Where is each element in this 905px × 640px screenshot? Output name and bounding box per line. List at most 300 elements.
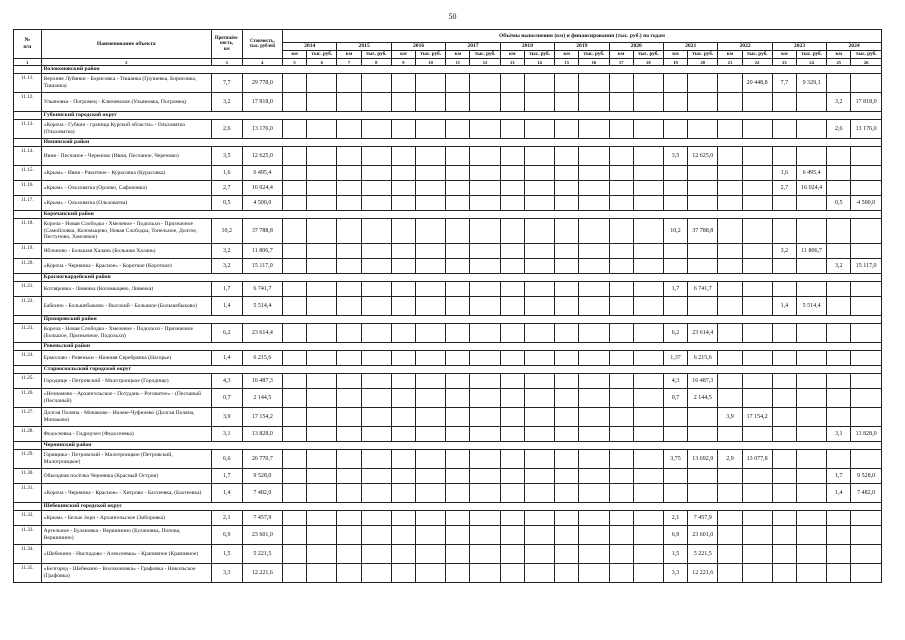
length-cell: 6,6	[211, 450, 242, 469]
rub-cell-2019	[579, 526, 609, 545]
km-cell-2018	[500, 147, 524, 166]
rub-cell-2021	[688, 484, 718, 503]
header-cost: Стоимость, тыс. рублей	[242, 30, 282, 59]
rub-cell-2015	[361, 259, 391, 274]
cost-cell: 37 788,8	[242, 219, 282, 244]
km-cell-2024	[827, 351, 851, 366]
table-row	[14, 564, 882, 583]
rub-cell-2020	[633, 545, 663, 564]
rub-cell-2022	[742, 196, 772, 211]
km-cell-2024	[827, 74, 851, 93]
row-number: 11.30.	[14, 469, 42, 484]
column-number: 23	[772, 59, 796, 66]
rub-cell-2024: 13 828,0	[851, 427, 882, 442]
rub-cell-2015	[361, 564, 391, 583]
column-number: 10	[415, 59, 445, 66]
km-cell-2023	[772, 219, 796, 244]
km-cell-2021: 10,2	[663, 219, 687, 244]
unit-rub-2015: тыс. руб.	[361, 51, 391, 59]
table-row	[14, 297, 882, 316]
rub-cell-2022	[742, 120, 772, 139]
length-cell: 3,9	[211, 408, 242, 427]
unit-rub-2022: тыс. руб.	[742, 51, 772, 59]
km-cell-2024	[827, 450, 851, 469]
unit-rub-2017: тыс. руб.	[470, 51, 500, 59]
rub-cell-2024	[851, 511, 882, 526]
unit-km-2023: км	[772, 51, 796, 59]
km-cell-2024: 2,6	[827, 120, 851, 139]
unit-km-2022: км	[718, 51, 742, 59]
rub-cell-2020	[633, 120, 663, 139]
row-number: 11.34.	[14, 545, 42, 564]
km-cell-2023	[772, 450, 796, 469]
row-number: 11.18.	[14, 219, 42, 244]
district-name: Прохоровский район	[41, 316, 881, 324]
km-cell-2018	[500, 564, 524, 583]
rub-cell-2015	[361, 427, 391, 442]
object-name: Короча - Новая Слободка - Хмелевое - Подольхи - Призначное (Большое, Призначное, Подольхи)	[41, 324, 211, 343]
km-cell-2020	[609, 166, 633, 181]
rub-cell-2014	[307, 564, 337, 583]
rub-cell-2016	[415, 244, 445, 259]
rub-cell-2015	[361, 282, 391, 297]
km-cell-2024	[827, 282, 851, 297]
rub-cell-2016	[415, 259, 445, 274]
rub-cell-2014	[307, 181, 337, 196]
rub-cell-2018	[524, 120, 554, 139]
district-row	[14, 343, 882, 351]
district-row	[14, 503, 882, 511]
rub-cell-2020	[633, 166, 663, 181]
km-cell-2019	[555, 166, 579, 181]
rub-cell-2020	[633, 147, 663, 166]
km-cell-2015	[337, 511, 361, 526]
table-row	[14, 120, 882, 139]
unit-km-2019: км	[555, 51, 579, 59]
rub-cell-2023	[796, 389, 826, 408]
km-cell-2024: 0,5	[827, 196, 851, 211]
km-cell-2024	[827, 526, 851, 545]
length-cell: 1,6	[211, 166, 242, 181]
column-number: 26	[851, 59, 882, 66]
rub-cell-2022: 20 448,8	[742, 74, 772, 93]
rub-cell-2017	[470, 469, 500, 484]
rub-cell-2022	[742, 166, 772, 181]
km-cell-2015	[337, 181, 361, 196]
rub-cell-2014	[307, 74, 337, 93]
cost-cell: 6 215,6	[242, 351, 282, 366]
rub-cell-2024	[851, 74, 882, 93]
object-name: Ульяновка - Погромец - Ключевское (Ульяновка, Погромец)	[41, 93, 211, 112]
rub-cell-2017	[470, 259, 500, 274]
rub-cell-2019	[579, 181, 609, 196]
rub-cell-2019	[579, 545, 609, 564]
column-number: 7	[337, 59, 361, 66]
length-cell: 3,1	[211, 427, 242, 442]
km-cell-2020	[609, 484, 633, 503]
km-cell-2016	[391, 427, 415, 442]
district-row	[14, 139, 882, 147]
km-cell-2021	[663, 93, 687, 112]
rub-cell-2022	[742, 324, 772, 343]
km-cell-2019	[555, 427, 579, 442]
rub-cell-2015	[361, 545, 391, 564]
year-header-2014: 2014	[283, 43, 337, 51]
rub-cell-2020	[633, 74, 663, 93]
km-cell-2024	[827, 511, 851, 526]
rub-cell-2019	[579, 450, 609, 469]
rub-cell-2022: 17 154,2	[742, 408, 772, 427]
km-cell-2023	[772, 147, 796, 166]
km-cell-2023: 1,6	[772, 166, 796, 181]
district-row	[14, 274, 882, 282]
row-number: 11.22.	[14, 297, 42, 316]
km-cell-2021	[663, 469, 687, 484]
rub-cell-2019	[579, 93, 609, 112]
rub-cell-2020	[633, 244, 663, 259]
column-number: 22	[742, 59, 772, 66]
unit-rub-2023: тыс. руб.	[796, 51, 826, 59]
header-length: Протяжён- ность, км	[211, 30, 242, 59]
km-cell-2022	[718, 282, 742, 297]
rub-cell-2021: 23 601,0	[688, 526, 718, 545]
km-cell-2023: 3,2	[772, 244, 796, 259]
rub-cell-2017	[470, 196, 500, 211]
unit-rub-2019: тыс. руб.	[579, 51, 609, 59]
rub-cell-2021: 2 144,5	[688, 389, 718, 408]
rub-cell-2022	[742, 282, 772, 297]
rub-cell-2014	[307, 166, 337, 181]
rub-cell-2018	[524, 244, 554, 259]
rub-cell-2020	[633, 484, 663, 503]
km-cell-2022	[718, 259, 742, 274]
rub-cell-2018	[524, 545, 554, 564]
km-cell-2019	[555, 511, 579, 526]
object-name: Долгая Поляна - Монаково - Нижне-Чуфичево (Долгая Поляна, Монаково)	[41, 408, 211, 427]
km-cell-2022	[718, 244, 742, 259]
km-cell-2019	[555, 526, 579, 545]
row-number: 11.25.	[14, 374, 42, 389]
table-row	[14, 469, 882, 484]
rub-cell-2014	[307, 408, 337, 427]
km-cell-2016	[391, 374, 415, 389]
rub-cell-2020	[633, 450, 663, 469]
km-cell-2018	[500, 259, 524, 274]
km-cell-2014	[283, 244, 307, 259]
cost-cell: 26 770,7	[242, 450, 282, 469]
rub-cell-2016	[415, 282, 445, 297]
column-number: 2	[41, 59, 211, 66]
rub-cell-2021: 12 625,0	[688, 147, 718, 166]
rub-cell-2020	[633, 282, 663, 297]
km-cell-2022	[718, 374, 742, 389]
rub-cell-2016	[415, 526, 445, 545]
rub-cell-2021	[688, 166, 718, 181]
rub-cell-2017	[470, 282, 500, 297]
km-cell-2020	[609, 374, 633, 389]
km-cell-2015	[337, 120, 361, 139]
km-cell-2015	[337, 351, 361, 366]
object-name: «Незнамово - Архангельское - Потудань - Роговатое» - (Песчаный (Песчаный)	[41, 389, 211, 408]
rub-cell-2017	[470, 408, 500, 427]
km-cell-2018	[500, 351, 524, 366]
rub-cell-2018	[524, 259, 554, 274]
rub-cell-2020	[633, 526, 663, 545]
rub-cell-2019	[579, 166, 609, 181]
rub-cell-2019	[579, 74, 609, 93]
km-cell-2015	[337, 374, 361, 389]
km-cell-2015	[337, 297, 361, 316]
km-cell-2017	[446, 93, 470, 112]
cost-cell: 17 154,2	[242, 408, 282, 427]
km-cell-2022	[718, 511, 742, 526]
km-cell-2021	[663, 484, 687, 503]
rub-cell-2021	[688, 427, 718, 442]
rub-cell-2020	[633, 196, 663, 211]
column-number: 4	[242, 59, 282, 66]
km-cell-2017	[446, 564, 470, 583]
rub-cell-2016	[415, 351, 445, 366]
length-cell: 2,6	[211, 120, 242, 139]
rub-cell-2022	[742, 469, 772, 484]
district-row	[14, 366, 882, 374]
km-cell-2019	[555, 469, 579, 484]
rub-cell-2020	[633, 374, 663, 389]
column-number: 8	[361, 59, 391, 66]
rub-cell-2019	[579, 374, 609, 389]
column-number: 17	[609, 59, 633, 66]
km-cell-2020	[609, 74, 633, 93]
rub-cell-2018	[524, 74, 554, 93]
km-cell-2016	[391, 166, 415, 181]
rub-cell-2020	[633, 564, 663, 583]
km-cell-2014	[283, 120, 307, 139]
km-cell-2022	[718, 74, 742, 93]
rub-cell-2020	[633, 259, 663, 274]
rub-cell-2019	[579, 120, 609, 139]
cost-cell: 9 528,0	[242, 469, 282, 484]
rub-cell-2024	[851, 244, 882, 259]
km-cell-2023	[772, 259, 796, 274]
district-empty-cell	[14, 139, 42, 147]
rub-cell-2023	[796, 545, 826, 564]
km-cell-2024: 1,7	[827, 469, 851, 484]
km-cell-2020	[609, 120, 633, 139]
rub-cell-2018	[524, 351, 554, 366]
length-cell: 2,1	[211, 511, 242, 526]
rub-cell-2017	[470, 545, 500, 564]
rub-cell-2015	[361, 526, 391, 545]
cost-cell: 7 457,9	[242, 511, 282, 526]
km-cell-2024	[827, 219, 851, 244]
rub-cell-2023	[796, 93, 826, 112]
km-cell-2017	[446, 219, 470, 244]
rub-cell-2016	[415, 219, 445, 244]
row-number: 11.13.	[14, 120, 42, 139]
km-cell-2022	[718, 297, 742, 316]
rub-cell-2023	[796, 469, 826, 484]
page-number: 50	[448, 12, 457, 21]
rub-cell-2024: 17 818,0	[851, 93, 882, 112]
km-cell-2019	[555, 219, 579, 244]
km-cell-2018	[500, 196, 524, 211]
rub-cell-2015	[361, 297, 391, 316]
km-cell-2017	[446, 259, 470, 274]
km-cell-2018	[500, 450, 524, 469]
km-cell-2017	[446, 526, 470, 545]
rub-cell-2024	[851, 282, 882, 297]
km-cell-2014	[283, 282, 307, 297]
rub-cell-2014	[307, 147, 337, 166]
row-number: 11.33.	[14, 526, 42, 545]
km-cell-2018	[500, 545, 524, 564]
table-row	[14, 74, 882, 93]
rub-cell-2023	[796, 147, 826, 166]
rub-cell-2014	[307, 219, 337, 244]
km-cell-2014	[283, 324, 307, 343]
district-name: Волоконовский район	[41, 66, 881, 74]
rub-cell-2017	[470, 74, 500, 93]
km-cell-2020	[609, 564, 633, 583]
district-row	[14, 316, 882, 324]
year-header-2019: 2019	[555, 43, 609, 51]
rub-cell-2023: 11 806,7	[796, 244, 826, 259]
km-cell-2022	[718, 93, 742, 112]
rub-cell-2023: 6 495,4	[796, 166, 826, 181]
row-number: 11.20.	[14, 259, 42, 274]
rub-cell-2015	[361, 181, 391, 196]
rub-cell-2017	[470, 181, 500, 196]
km-cell-2022	[718, 147, 742, 166]
km-cell-2019	[555, 282, 579, 297]
rub-cell-2016	[415, 93, 445, 112]
km-cell-2016	[391, 282, 415, 297]
table-row	[14, 374, 882, 389]
km-cell-2021: 1,7	[663, 282, 687, 297]
district-name: Старооскольский городской округ	[41, 366, 881, 374]
km-cell-2021: 1,5	[663, 545, 687, 564]
km-cell-2024	[827, 324, 851, 343]
rub-cell-2020	[633, 181, 663, 196]
rub-cell-2023: 16 024,4	[796, 181, 826, 196]
km-cell-2018	[500, 324, 524, 343]
header-volumes: Объёмы выполнения (км) и финансирования (тыс. руб.) по годам	[283, 30, 882, 43]
table-row	[14, 244, 882, 259]
km-cell-2017	[446, 196, 470, 211]
km-cell-2019	[555, 74, 579, 93]
km-cell-2021: 3,75	[663, 450, 687, 469]
unit-km-2021: км	[663, 51, 687, 59]
year-header-2023: 2023	[772, 43, 826, 51]
km-cell-2023	[772, 282, 796, 297]
rub-cell-2021: 6 741,7	[688, 282, 718, 297]
cost-cell: 2 144,5	[242, 389, 282, 408]
km-cell-2017	[446, 181, 470, 196]
object-name: Ивня - Песчаное - Череново (Ивня, Песчаное, Череново)	[41, 147, 211, 166]
rub-cell-2024	[851, 564, 882, 583]
km-cell-2014	[283, 147, 307, 166]
km-cell-2019	[555, 564, 579, 583]
rub-cell-2020	[633, 219, 663, 244]
km-cell-2015	[337, 244, 361, 259]
rub-cell-2022	[742, 219, 772, 244]
km-cell-2022	[718, 219, 742, 244]
km-cell-2020	[609, 282, 633, 297]
km-cell-2019	[555, 196, 579, 211]
object-name: «Крым» - Ольховатка (Ольховатка)	[41, 196, 211, 211]
cost-cell: 23 601,0	[242, 526, 282, 545]
km-cell-2024: 3,2	[827, 93, 851, 112]
rub-cell-2018	[524, 196, 554, 211]
km-cell-2022	[718, 351, 742, 366]
length-cell: 1,5	[211, 545, 242, 564]
km-cell-2014	[283, 351, 307, 366]
km-cell-2021	[663, 244, 687, 259]
rub-cell-2020	[633, 324, 663, 343]
object-name: Федосеевка - Гидроузел (Федосеевка)	[41, 427, 211, 442]
rub-cell-2023	[796, 196, 826, 211]
km-cell-2014	[283, 484, 307, 503]
km-cell-2024: 3,2	[827, 259, 851, 274]
row-number: 11.32.	[14, 511, 42, 526]
rub-cell-2021: 6 215,6	[688, 351, 718, 366]
km-cell-2015	[337, 545, 361, 564]
table-row	[14, 147, 882, 166]
row-number: 11.19.	[14, 244, 42, 259]
rub-cell-2015	[361, 484, 391, 503]
km-cell-2014	[283, 259, 307, 274]
km-cell-2020	[609, 181, 633, 196]
cost-cell: 12 221,6	[242, 564, 282, 583]
cost-cell: 17 818,0	[242, 93, 282, 112]
rub-cell-2022	[742, 374, 772, 389]
rub-cell-2021: 7 457,9	[688, 511, 718, 526]
rub-cell-2021	[688, 181, 718, 196]
table-row	[14, 259, 882, 274]
rub-cell-2016	[415, 484, 445, 503]
cost-cell: 5 514,4	[242, 297, 282, 316]
km-cell-2021: 3,3	[663, 564, 687, 583]
km-cell-2020	[609, 259, 633, 274]
rub-cell-2015	[361, 374, 391, 389]
km-cell-2015	[337, 74, 361, 93]
rub-cell-2017	[470, 511, 500, 526]
rub-cell-2024	[851, 450, 882, 469]
rub-cell-2017	[470, 324, 500, 343]
table-row	[14, 389, 882, 408]
rub-cell-2021	[688, 244, 718, 259]
table-row	[14, 450, 882, 469]
km-cell-2022	[718, 545, 742, 564]
rub-cell-2020	[633, 351, 663, 366]
km-cell-2022: 2,9	[718, 450, 742, 469]
length-cell: 3,2	[211, 244, 242, 259]
rub-cell-2022	[742, 564, 772, 583]
rub-cell-2016	[415, 374, 445, 389]
column-number: 19	[663, 59, 687, 66]
object-name: «Шебекино - Ниспадово - Алексеевка» - Крапивное (Крапивное)	[41, 545, 211, 564]
rub-cell-2023	[796, 511, 826, 526]
km-cell-2020	[609, 469, 633, 484]
table-row	[14, 511, 882, 526]
unit-rub-2024: тыс. руб.	[851, 51, 882, 59]
km-cell-2016	[391, 244, 415, 259]
rub-cell-2016	[415, 196, 445, 211]
km-cell-2024: 1,4	[827, 484, 851, 503]
km-cell-2022	[718, 469, 742, 484]
km-cell-2023	[772, 545, 796, 564]
km-cell-2017	[446, 450, 470, 469]
